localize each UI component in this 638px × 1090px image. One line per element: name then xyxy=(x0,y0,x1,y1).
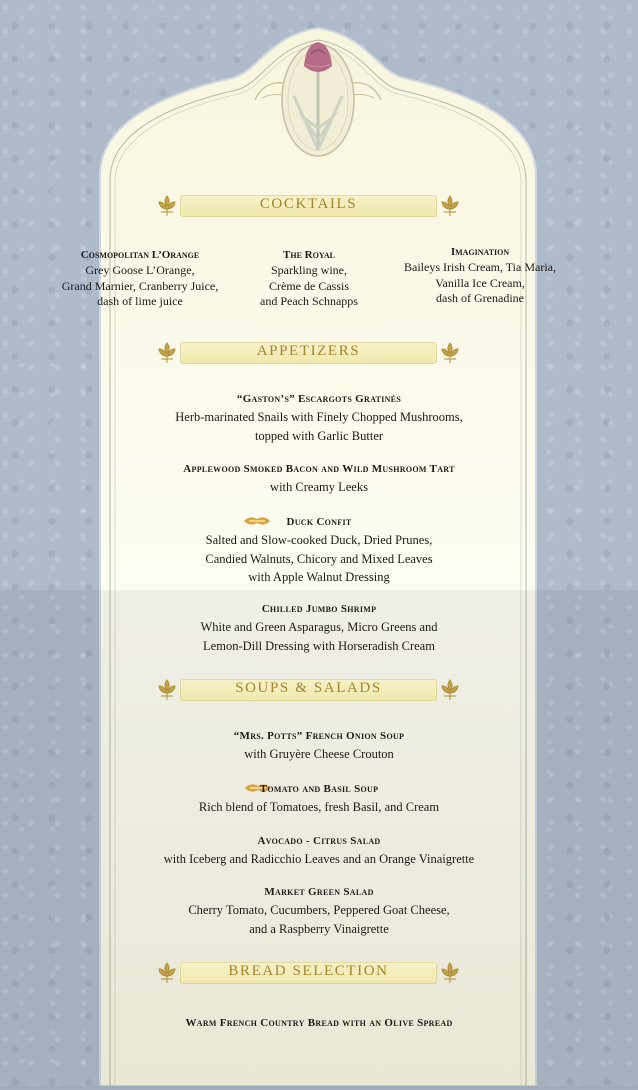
cocktail-name: The Royal xyxy=(283,249,335,261)
dish-desc: with Creamy Leeks xyxy=(270,480,368,494)
section-title-appetizers: APPETIZERS xyxy=(256,343,361,359)
dish-name: Applewood Smoked Bacon and Wild Mushroom Tart xyxy=(183,463,455,475)
fleur-de-lis-icon xyxy=(439,341,461,365)
cocktail-desc: Sparkling wine, Crème de Cassis and Peach Schnapps xyxy=(260,263,358,308)
dish-name: Warm French Country Bread with an Olive Spread xyxy=(185,1017,453,1029)
dish-name: “Gaston’s” Escargots Gratinés xyxy=(236,393,402,405)
fleur-de-lis-icon xyxy=(439,678,461,702)
soups-salads-banner xyxy=(156,676,461,704)
cocktail-item xyxy=(219,247,399,310)
appetizer-item xyxy=(100,513,538,587)
dish-desc: White and Green Asparagus, Micro Greens and Lemon-Dill Dressing with Horseradish Cream xyxy=(200,620,438,653)
dish-name: Avocado - Citrus Salad xyxy=(257,835,381,847)
dish-name: Market Green Salad xyxy=(264,886,374,898)
dish-desc: Rich blend of Tomatoes, fresh Basil, and Cream xyxy=(198,800,440,814)
dish-desc: Herb-marinated Snails with Finely Chopped Mushrooms, topped with Garlic Butter xyxy=(175,410,463,443)
dish-desc: Cherry Tomato, Cucumbers, Peppered Goat Cheese, and a Raspberry Vinaigrette xyxy=(188,903,450,936)
appetizer-item xyxy=(100,600,538,655)
cocktail-desc: Baileys Irish Cream, Tia Maria, Vanilla Ice Cream, dash of Grenadine xyxy=(404,260,556,305)
appetizer-item xyxy=(100,390,538,445)
appetizer-item xyxy=(100,460,538,497)
section-title-bread-selection: BREAD SELECTION xyxy=(228,963,389,979)
dish-desc: Salted and Slow-cooked Duck, Dried Prunes, Candied Walnuts, Chicory and Mixed Leaves with Apple Walnut Dressing xyxy=(205,533,433,584)
cocktail-item xyxy=(50,247,230,310)
appetizers-banner xyxy=(156,339,461,367)
dish-name: Tomato and Basil Soup xyxy=(259,783,379,795)
bread-item xyxy=(100,1014,538,1032)
dish-name: Chilled Jumbo Shrimp xyxy=(261,603,377,615)
section-title-soups-salads: SOUPS & SALADS xyxy=(235,680,382,696)
cocktail-desc: Grey Goose L’Orange, Grand Marnier, Cranberry Juice, dash of lime juice xyxy=(61,263,219,308)
fleur-de-lis-icon xyxy=(439,194,461,218)
section-title-cocktails: COCKTAILS xyxy=(259,196,358,212)
cocktails-banner xyxy=(156,192,461,220)
bread-selection-banner xyxy=(156,959,461,987)
soup-salad-item xyxy=(100,832,538,869)
dish-desc: with Gruyère Cheese Crouton xyxy=(244,747,394,761)
dish-name: Duck Confit xyxy=(286,516,352,528)
dish-desc: with Iceberg and Radicchio Leaves and an Orange Vinaigrette xyxy=(163,852,475,866)
cocktail-name: Cosmopolitan L’Orange xyxy=(80,249,200,261)
dish-name: “Mrs. Potts” French Onion Soup xyxy=(233,730,405,742)
cocktail-name: Imagination xyxy=(450,246,510,258)
soup-salad-item xyxy=(100,727,538,764)
fleur-de-lis-icon xyxy=(439,961,461,985)
soup-salad-item xyxy=(100,883,538,938)
soup-salad-item xyxy=(100,780,538,817)
cocktail-item xyxy=(390,244,570,307)
